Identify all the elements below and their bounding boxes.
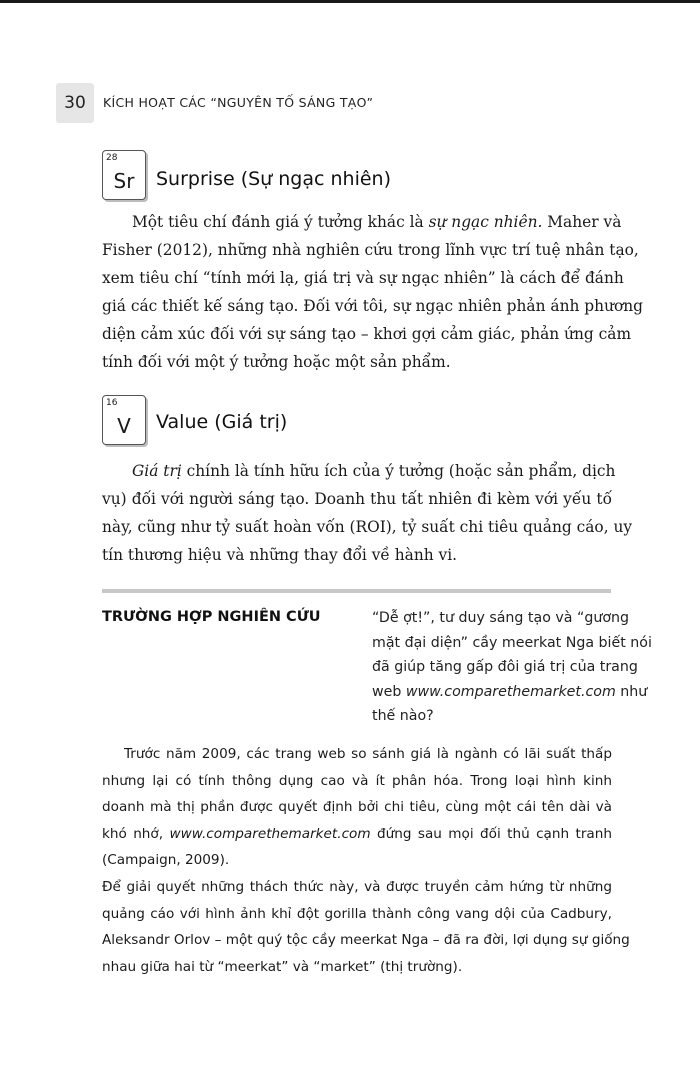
page-number xyxy=(56,83,94,123)
text-line: quảng cáo với hình ảnh khỉ đột gorilla thành công vang dội của Cadbury, xyxy=(102,905,612,922)
paragraph-surprise xyxy=(102,208,644,376)
text-line: Fisher (2012), những nhà nghiên cứu trong lĩnh vực trí tuệ nhân tạo, xyxy=(102,241,639,259)
text-line: thế nào? xyxy=(372,708,434,724)
top-border-rule xyxy=(0,0,700,3)
text-run: khó nhớ, xyxy=(102,825,170,842)
element-number: 28 xyxy=(106,153,118,163)
section-heading-value: Value (Giá trị) xyxy=(156,411,288,433)
text-line: “Dễ ợt!”, tư duy sáng tạo và “gương xyxy=(372,610,630,626)
text-line: (Campaign, 2009). xyxy=(102,852,230,868)
text-line xyxy=(102,208,622,236)
text-line xyxy=(372,680,648,705)
section-heading-surprise: Surprise (Sự ngạc nhiên) xyxy=(156,168,391,190)
text-line: này, cũng như tỷ suất hoàn vốn (ROI), tỷ suất chi tiêu quảng cáo, uy xyxy=(102,518,633,536)
emphasis-text: www.comparethemarket.com xyxy=(169,825,371,842)
text-run: web xyxy=(372,683,406,700)
text-line: vụ) đối với người sáng tạo. Doanh thu tất nhiên đi kèm với yếu tố xyxy=(102,490,612,508)
text-line: nhau giữa hai từ “meerkat” và “market” (thị trường). xyxy=(102,958,463,975)
emphasis-text: Giá trị xyxy=(132,462,182,480)
text-line: tính đối với một ý tưởng hoặc một sản phẩm. xyxy=(102,353,451,371)
text-line: Aleksandr Orlov – một quý tộc cầy meerkat Nga – đã ra đời, lợi dụng sự giống xyxy=(102,932,630,948)
case-study-paragraph-1 xyxy=(102,741,612,874)
text-line xyxy=(102,821,612,848)
text-line: giá các thiết kế sáng tạo. Đối với tôi, sự ngạc nhiên phản ánh phương xyxy=(102,297,644,315)
text-line: xem tiêu chí “tính mới lạ, giá trị và sự ngạc nhiên” là cách để đánh xyxy=(102,269,624,287)
text-line: nhưng lại có tính thông dụng cao và ít phân hóa. Trong loại hình kinh xyxy=(102,772,612,789)
text-line: đã giúp tăng gấp đôi giá trị của trang xyxy=(372,659,638,675)
element-tile-surprise xyxy=(102,150,146,200)
text-line: mặt đại diện” cầy meerkat Nga biết nói xyxy=(372,634,652,651)
paragraph-value xyxy=(102,457,633,569)
element-tile-value xyxy=(102,395,146,445)
text-line xyxy=(102,457,616,485)
running-title: KÍCH HOẠT CÁC “NGUYÊN TỐ SÁNG TẠO” xyxy=(103,95,374,110)
text-run: đứng sau mọi đối thủ cạnh tranh xyxy=(370,825,612,842)
text-run: chính là tính hữu ích của ý tưởng (hoặc sản phẩm, dịch xyxy=(181,462,616,480)
text-run: Maher và xyxy=(542,213,622,231)
text-line: Trước năm 2009, các trang web so sánh giá là ngành có lãi suất thấp xyxy=(124,746,612,762)
emphasis-text: www.comparethemarket.com xyxy=(405,683,616,700)
case-study-paragraph-2 xyxy=(102,874,630,980)
element-symbol: V xyxy=(117,414,131,438)
case-study-label: TRƯỜNG HỢP NGHIÊN CỨU xyxy=(102,609,321,625)
text-line: Để giải quyết những thách thức này, và được truyền cảm hứng từ những xyxy=(102,879,612,895)
page-number-text: 30 xyxy=(64,93,86,113)
element-symbol: Sr xyxy=(113,169,135,193)
element-number: 16 xyxy=(106,398,118,408)
case-study-divider xyxy=(102,589,611,593)
text-line: tín thương hiệu và những thay đổi về hành vi. xyxy=(102,546,458,564)
text-line: doanh mà thị phần được quyết định bởi chi tiêu, cùng một cái tên dài và xyxy=(102,799,612,815)
case-study-title xyxy=(372,606,652,729)
emphasis-text: sự ngạc nhiên. xyxy=(428,213,543,231)
text-line: diện cảm xúc đối với sự sáng tạo – khơi gợi cảm giác, phản ứng cảm xyxy=(102,325,632,343)
text-run: Một tiêu chí đánh giá ý tưởng khác là xyxy=(132,213,429,231)
text-run: như xyxy=(615,683,648,700)
